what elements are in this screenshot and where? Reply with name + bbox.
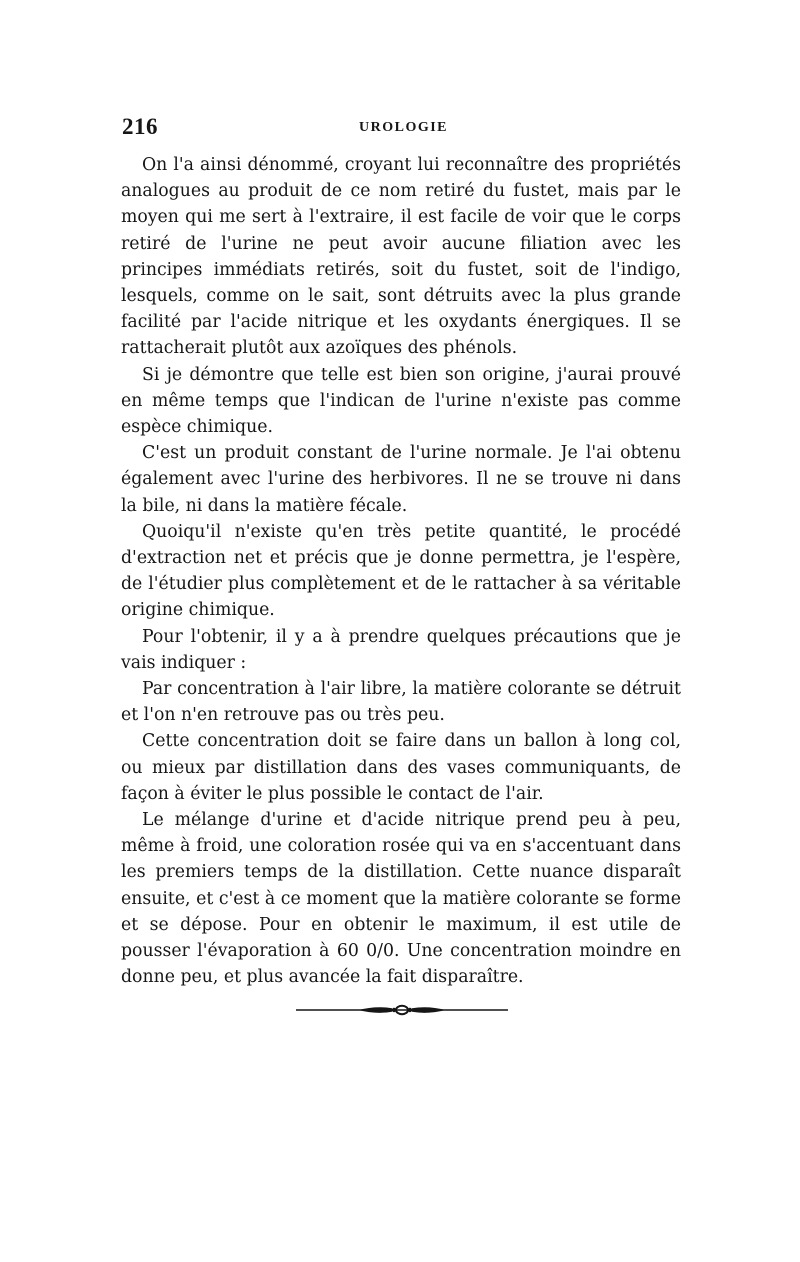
paragraph-5: Pour l'obtenir, il y a à prendre quelques précautions que je vais indiquer : [121,626,681,673]
paragraph-2: Si je démontre que telle est bien son origine, j'aurai prouvé en même temps que l'indican de l'urine n'existe pas comme espèce chimique. [121,364,681,438]
paragraph-4: Quoiqu'il n'existe qu'en très petite quantité, le procédé d'extraction net et précis que je donne permettra, je l'espère, de l'étudier plus complètement et de le rattacher à sa véritable origine chimique. [121,521,681,621]
end-ornament-icon [296,1000,508,1020]
page-header [122,114,682,142]
paragraph-6: Par concentration à l'air libre, la matière colorante se détruit et l'on n'en retrouve pas ou très peu. [121,679,681,726]
page-number: 216 [122,114,158,139]
paragraph-8: Le mélange d'urine et d'acide nitrique prend peu à peu, même à froid, une coloration rosée qui va en s'accentuant dans les premiers temps de la distillation. Cette nuance disparaît ensuite, et c'est à ce moment que la matière colorante se forme et se dépose. Pour en obtenir le maximum, il est utile de pousser l'évaporation à 60 0/0. Une concentration moindre en donne peu, et plus avancée la fait disparaître. [121,810,681,988]
running-title: UROLOGIE [359,120,449,135]
body-text [121,152,681,991]
paragraph-3: C'est un produit constant de l'urine normale. Je l'ai obtenu également avec l'urine des herbivores. Il ne se trouve ni dans la bile, ni dans la matière fécale. [121,443,681,516]
paragraph-1: On l'a ainsi dénommé, croyant lui reconnaître des propriétés analogues au produit de ce nom retiré du fustet, mais par le moyen qui me sert à l'extraire, il est facile de voir que le corps retiré de l'urine ne peut avoir aucune filiation avec les principes immédiats retirés, soit du fustet, soit de l'indigo, lesquels, comme on le sait, sont détruits avec la plus grande facilité par l'acide nitrique et les oxydants énergiques. Il se rattacherait plutôt aux azoïques des phénols. [121,155,681,359]
paragraph-7: Cette concentration doit se faire dans un ballon à long col, ou mieux par distillation dans des vases communiquants, de façon à éviter le plus possible le contact de l'air. [121,731,681,804]
